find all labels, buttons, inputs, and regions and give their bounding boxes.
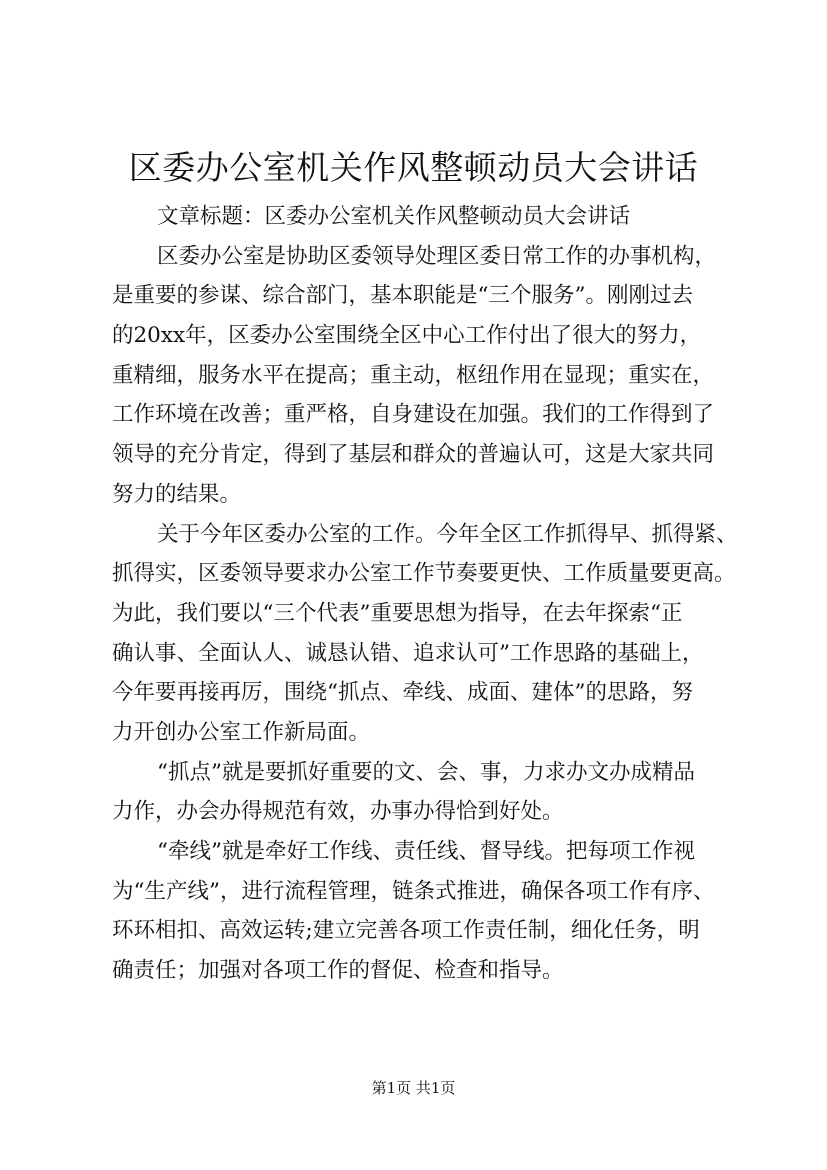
- paragraph-line: 今年要再接再厉，围绕“抓点、牵线、成面、建体”的思路，努: [112, 680, 693, 706]
- document-title: 区委办公室机关作风整顿动员大会讲话: [128, 148, 699, 187]
- paragraph-line: 为“生产线”，进行流程管理，链条式推进，确保各项工作有序、: [112, 878, 715, 904]
- paragraph-line: 力开创办公室工作新局面。: [112, 719, 371, 745]
- paragraph-line: 环环相扣、高效运转;建立完善各项工作责任制，细化任务，明: [112, 918, 700, 944]
- paragraph-line: 的20xx年，区委办公室围绕全区中心工作付出了很大的努力，: [112, 323, 702, 349]
- paragraph-line: 工作环境在改善；重严格，自身建设在加强。我们的工作得到了: [112, 402, 715, 428]
- article-title-line: 文章标题：区委办公室机关作风整顿动员大会讲话: [157, 204, 631, 229]
- paragraph-line: 抓得实，区委领导要求办公室工作节奏要更快、工作质量要更高。: [112, 561, 736, 587]
- paragraph-line: 力作，办会办得规范有效，办事办得恰到好处。: [112, 799, 564, 825]
- paragraph-line: 区委办公室是协助区委领导处理区委日常工作的办事机构，: [157, 243, 717, 269]
- paragraph-line: “牵线”就是牵好工作线、责任线、督导线。把每项工作视: [157, 839, 695, 864]
- document-body: [112, 197, 748, 991]
- paragraph-line: 为此，我们要以“三个代表”重要思想为指导，在去年探索“正: [112, 600, 683, 626]
- paragraph-line: 确认事、全面认人、诚恳认错、追求认可”工作思路的基础上，: [112, 640, 704, 666]
- paragraph-line: 重精细，服务水平在提高；重主动，枢纽作用在显现；重实在，: [112, 362, 715, 388]
- paragraph-line: “抓点”就是要抓好重要的文、会、事，力求办文办成精品: [157, 759, 695, 785]
- page-footer: 第1页 共1页: [371, 1079, 456, 1097]
- paragraph-line: 确责任；加强对各项工作的督促、检查和指导。: [112, 958, 564, 984]
- paragraph-line: 是重要的参谋、综合部门，基本职能是“三个服务”。刚刚过去: [112, 283, 693, 309]
- paragraph-line: 努力的结果。: [112, 481, 242, 507]
- paragraph-line: 领导的充分肯定，得到了基层和群众的普遍认可，这是大家共同: [112, 442, 715, 468]
- paragraph-line: 关于今年区委办公室的工作。今年全区工作抓得早、抓得紧、: [157, 521, 738, 547]
